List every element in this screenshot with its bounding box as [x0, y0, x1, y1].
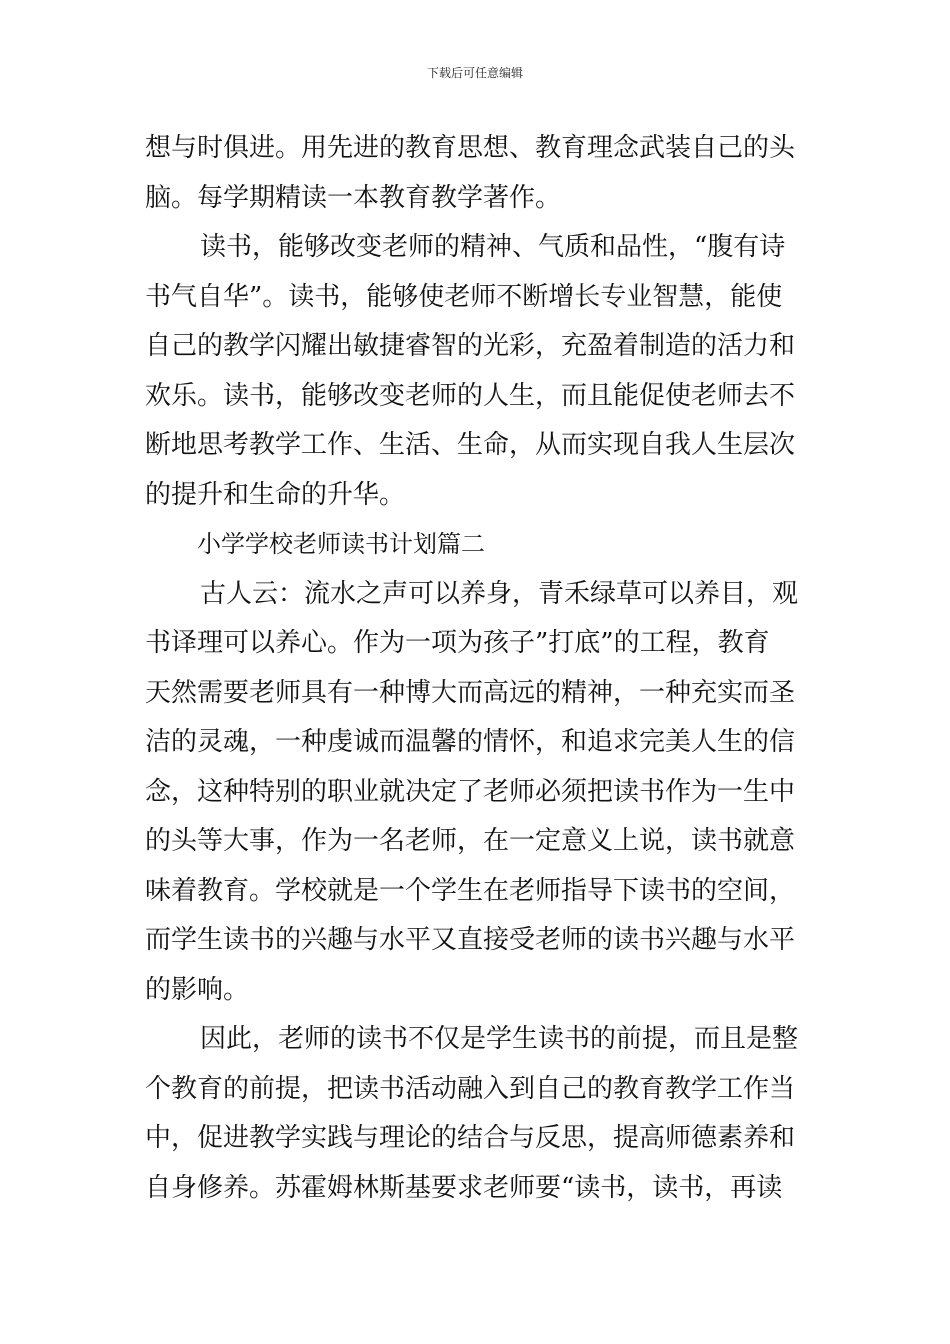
section-heading: 小学学校老师读书计划篇二 [197, 530, 485, 558]
text-line: 想与时俱进。用先进的教育思想、教育理念武装自己的头 [145, 133, 796, 163]
text-line: 味着教育。学校就是一个学生在老师指导下读书的空间， [145, 875, 796, 906]
text-line: 个教育的前提，把读书活动融入到自己的教育教学工作当 [145, 1073, 796, 1104]
document-body [145, 124, 810, 1213]
text-line: 欢乐。读书，能够改变老师的人生，而且能促使老师去不 [145, 380, 796, 411]
text-line: 书气自华”。读书，能够使老师不断增长专业智慧，能使 [145, 281, 783, 312]
page-header: 下载后可任意编辑 [426, 66, 523, 80]
text-line: 自身修养。苏霍姆林斯基要求老师要“读书，读书，再读 [145, 1172, 783, 1203]
text-line: 而学生读书的兴趣与水平又直接受老师的读书兴趣与水平 [145, 925, 796, 955]
text-line: 洁的灵魂，一种虔诚而温馨的情怀，和追求完美人生的信 [145, 727, 796, 757]
text-line: 书译理可以养心。作为一项为孩子”打底”的工程，教育 [145, 628, 770, 658]
text-line: 断地思考教学工作、生活、生命，从而实现自我人生层次 [145, 430, 796, 460]
text-line: 读书，能够改变老师的精神、气质和品性，“腹有诗 [200, 232, 786, 262]
text-line: 自己的教学闪耀出敏捷睿智的光彩，充盈着制造的活力和 [145, 331, 796, 361]
text-line: 中，促进教学实践与理论的结合与反思，提高师德素养和 [145, 1123, 796, 1153]
text-line: 天然需要老师具有一种博大而高远的精神，一种充实而圣 [145, 677, 796, 708]
text-line: 因此，老师的读书不仅是学生读书的前提，而且是整 [200, 1024, 799, 1054]
text-line: 古人云：流水之声可以养身，青禾绿草可以养目，观 [200, 578, 799, 609]
text-line: 的提升和生命的升华。 [145, 479, 406, 510]
text-line: 的头等大事，作为一名老师，在一定意义上说，读书就意 [145, 826, 796, 856]
text-line: 脑。每学期精读一本教育教学著作。 [145, 182, 562, 213]
text-line: 念，这种特别的职业就决定了老师必须把读书作为一生中 [145, 776, 796, 807]
text-line: 的影响。 [145, 974, 250, 1005]
